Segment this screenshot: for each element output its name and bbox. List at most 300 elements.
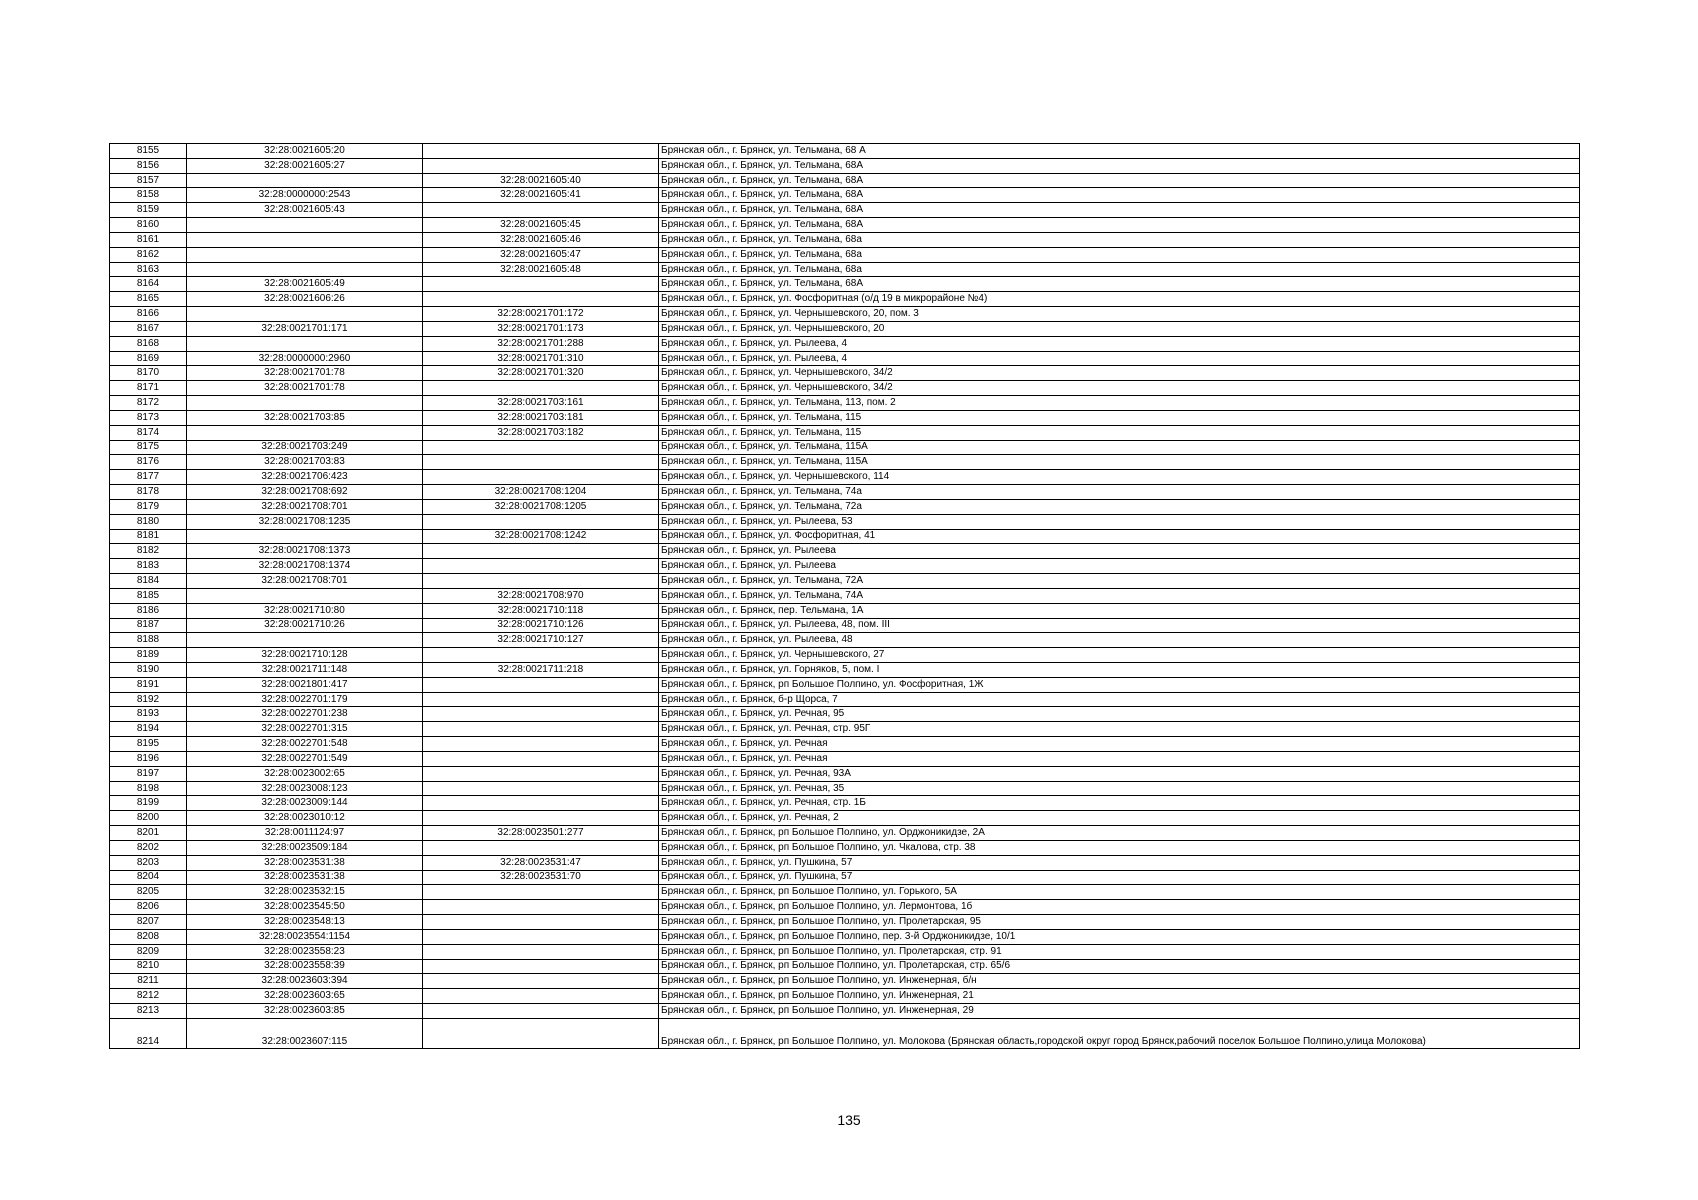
related-cadastral-number-cell: 32:28:0021703:161 — [423, 396, 659, 411]
cadastral-number-cell: 32:28:0000000:2960 — [187, 351, 423, 366]
address-cell: Брянская обл., г. Брянск, ул. Речная, 95 — [659, 707, 1580, 722]
address-cell: Брянская обл., г. Брянск, ул. Рылеева — [659, 559, 1580, 574]
cadastral-table — [109, 143, 1580, 1049]
address-cell: Брянская обл., г. Брянск, рп Большое Полпино, ул. Инженерная, 29 — [659, 1004, 1580, 1019]
table-row — [110, 307, 1580, 322]
cadastral-number-cell: 32:28:0021703:83 — [187, 455, 423, 470]
row-number-cell: 8182 — [110, 544, 187, 559]
row-number-cell: 8169 — [110, 351, 187, 366]
related-cadastral-number-cell — [423, 692, 659, 707]
table-row — [110, 1018, 1580, 1048]
table-row — [110, 944, 1580, 959]
row-number-cell: 8178 — [110, 485, 187, 500]
address-cell: Брянская обл., г. Брянск, ул. Рылеева, 4 — [659, 351, 1580, 366]
row-number-cell: 8211 — [110, 974, 187, 989]
cadastral-table-body — [110, 144, 1580, 1049]
cadastral-number-cell: 32:28:0023558:23 — [187, 944, 423, 959]
address-cell: Брянская обл., г. Брянск, рп Большое Полпино, ул. Орджоникидзе, 2А — [659, 826, 1580, 841]
row-number-cell: 8179 — [110, 499, 187, 514]
address-cell: Брянская обл., г. Брянск, ул. Тельмана, 68А — [659, 218, 1580, 233]
address-cell: Брянская обл., г. Брянск, ул. Рылеева, 48, пом. III — [659, 618, 1580, 633]
related-cadastral-number-cell: 32:28:0021708:970 — [423, 588, 659, 603]
row-number-cell: 8180 — [110, 514, 187, 529]
table-row — [110, 870, 1580, 885]
table-row — [110, 900, 1580, 915]
related-cadastral-number-cell — [423, 885, 659, 900]
table-row — [110, 915, 1580, 930]
table-row — [110, 262, 1580, 277]
row-number-cell: 8203 — [110, 855, 187, 870]
row-number-cell: 8208 — [110, 929, 187, 944]
related-cadastral-number-cell: 32:28:0021710:118 — [423, 603, 659, 618]
cadastral-number-cell: 32:28:0021708:692 — [187, 485, 423, 500]
cadastral-number-cell: 32:28:0021711:148 — [187, 662, 423, 677]
address-cell: Брянская обл., г. Брянск, ул. Тельмана, 115 — [659, 425, 1580, 440]
related-cadastral-number-cell — [423, 707, 659, 722]
table-row — [110, 173, 1580, 188]
row-number-cell: 8156 — [110, 158, 187, 173]
related-cadastral-number-cell: 32:28:0021708:1205 — [423, 499, 659, 514]
table-row — [110, 529, 1580, 544]
row-number-cell: 8161 — [110, 232, 187, 247]
cadastral-number-cell — [187, 247, 423, 262]
row-number-cell: 8173 — [110, 410, 187, 425]
table-row — [110, 677, 1580, 692]
row-number-cell: 8170 — [110, 366, 187, 381]
table-row — [110, 989, 1580, 1004]
address-cell: Брянская обл., г. Брянск, ул. Фосфоритная, 41 — [659, 529, 1580, 544]
table-row — [110, 544, 1580, 559]
related-cadastral-number-cell — [423, 470, 659, 485]
address-cell: Брянская обл., г. Брянск, ул. Тельмана, 68а — [659, 247, 1580, 262]
cadastral-number-cell: 32:28:0011124:97 — [187, 826, 423, 841]
address-cell: Брянская обл., г. Брянск, б-р Щорса, 7 — [659, 692, 1580, 707]
row-number-cell: 8213 — [110, 1004, 187, 1019]
address-cell: Брянская обл., г. Брянск, ул. Тельмана, 68А — [659, 173, 1580, 188]
row-number-cell: 8201 — [110, 826, 187, 841]
related-cadastral-number-cell: 32:28:0021703:181 — [423, 410, 659, 425]
cadastral-number-cell — [187, 262, 423, 277]
cadastral-number-cell: 32:28:0021710:80 — [187, 603, 423, 618]
cadastral-number-cell: 32:28:0021701:78 — [187, 381, 423, 396]
related-cadastral-number-cell: 32:28:0021708:1204 — [423, 485, 659, 500]
row-number-cell: 8162 — [110, 247, 187, 262]
table-row — [110, 826, 1580, 841]
cadastral-number-cell: 32:28:0021708:701 — [187, 574, 423, 589]
row-number-cell: 8184 — [110, 574, 187, 589]
cadastral-number-cell: 32:28:0023607:115 — [187, 1018, 423, 1048]
row-number-cell: 8206 — [110, 900, 187, 915]
row-number-cell: 8174 — [110, 425, 187, 440]
table-row — [110, 277, 1580, 292]
related-cadastral-number-cell: 32:28:0023531:70 — [423, 870, 659, 885]
address-cell: Брянская обл., г. Брянск, ул. Чернышевского, 27 — [659, 648, 1580, 663]
cadastral-number-cell: 32:28:0021605:43 — [187, 203, 423, 218]
row-number-cell: 8209 — [110, 944, 187, 959]
page-number: 135 — [837, 1112, 861, 1128]
cadastral-number-cell: 32:28:0023545:50 — [187, 900, 423, 915]
related-cadastral-number-cell — [423, 959, 659, 974]
cadastral-number-cell: 32:28:0023009:144 — [187, 796, 423, 811]
address-cell: Брянская обл., г. Брянск, ул. Пушкина, 57 — [659, 870, 1580, 885]
row-number-cell: 8214 — [110, 1018, 187, 1048]
table-row — [110, 796, 1580, 811]
related-cadastral-number-cell — [423, 381, 659, 396]
related-cadastral-number-cell: 32:28:0021605:46 — [423, 232, 659, 247]
cadastral-number-cell: 32:28:0022701:238 — [187, 707, 423, 722]
address-cell: Брянская обл., г. Брянск, ул. Речная, стр. 95Г — [659, 722, 1580, 737]
address-cell: Брянская обл., г. Брянск, рп Большое Полпино, ул. Лермонтова, 1б — [659, 900, 1580, 915]
table-row — [110, 840, 1580, 855]
address-cell: Брянская обл., г. Брянск, рп Большое Полпино, ул. Инженерная, б/н — [659, 974, 1580, 989]
address-cell: Брянская обл., г. Брянск, ул. Тельмана, 68А — [659, 203, 1580, 218]
related-cadastral-number-cell: 32:28:0021605:40 — [423, 173, 659, 188]
address-cell: Брянская обл., г. Брянск, ул. Чернышевского, 34/2 — [659, 381, 1580, 396]
cadastral-number-cell: 32:28:0022701:315 — [187, 722, 423, 737]
table-row — [110, 144, 1580, 159]
row-number-cell: 8193 — [110, 707, 187, 722]
table-row — [110, 751, 1580, 766]
related-cadastral-number-cell: 32:28:0021710:126 — [423, 618, 659, 633]
cadastral-number-cell: 32:28:0023558:39 — [187, 959, 423, 974]
related-cadastral-number-cell — [423, 455, 659, 470]
row-number-cell: 8167 — [110, 321, 187, 336]
address-cell: Брянская обл., г. Брянск, рп Большое Полпино, ул. Пролетарская, стр. 65/6 — [659, 959, 1580, 974]
cadastral-number-cell — [187, 396, 423, 411]
related-cadastral-number-cell — [423, 989, 659, 1004]
table-row — [110, 929, 1580, 944]
related-cadastral-number-cell — [423, 944, 659, 959]
row-number-cell: 8200 — [110, 811, 187, 826]
row-number-cell: 8185 — [110, 588, 187, 603]
cadastral-number-cell: 32:28:0023002:65 — [187, 766, 423, 781]
related-cadastral-number-cell: 32:28:0021701:173 — [423, 321, 659, 336]
address-cell: Брянская обл., г. Брянск, ул. Речная, 35 — [659, 781, 1580, 796]
row-number-cell: 8168 — [110, 336, 187, 351]
table-row — [110, 662, 1580, 677]
cadastral-number-cell: 32:28:0023010:12 — [187, 811, 423, 826]
table-row — [110, 396, 1580, 411]
address-cell: Брянская обл., г. Брянск, ул. Речная, 2 — [659, 811, 1580, 826]
row-number-cell: 8163 — [110, 262, 187, 277]
cadastral-number-cell: 32:28:0021708:1235 — [187, 514, 423, 529]
row-number-cell: 8157 — [110, 173, 187, 188]
related-cadastral-number-cell — [423, 796, 659, 811]
table-row — [110, 885, 1580, 900]
table-row — [110, 766, 1580, 781]
table-row — [110, 588, 1580, 603]
address-cell: Брянская обл., г. Брянск, ул. Тельмана, 74а — [659, 485, 1580, 500]
cadastral-number-cell — [187, 173, 423, 188]
row-number-cell: 8192 — [110, 692, 187, 707]
cadastral-number-cell: 32:28:0023603:65 — [187, 989, 423, 1004]
table-row — [110, 203, 1580, 218]
row-number-cell: 8204 — [110, 870, 187, 885]
related-cadastral-number-cell: 32:28:0021711:218 — [423, 662, 659, 677]
table-row — [110, 247, 1580, 262]
address-cell: Брянская обл., г. Брянск, рп Большое Полпино, ул. Горького, 5А — [659, 885, 1580, 900]
address-cell: Брянская обл., г. Брянск, ул. Рылеева — [659, 544, 1580, 559]
cadastral-number-cell — [187, 588, 423, 603]
cadastral-number-cell: 32:28:0000000:2543 — [187, 188, 423, 203]
cadastral-number-cell: 32:28:0021706:423 — [187, 470, 423, 485]
address-cell: Брянская обл., г. Брянск, ул. Чернышевского, 20, пом. 3 — [659, 307, 1580, 322]
row-number-cell: 8195 — [110, 737, 187, 752]
related-cadastral-number-cell: 32:28:0021605:45 — [423, 218, 659, 233]
table-row — [110, 470, 1580, 485]
row-number-cell: 8165 — [110, 292, 187, 307]
cadastral-number-cell: 32:28:0022701:549 — [187, 751, 423, 766]
cadastral-number-cell — [187, 633, 423, 648]
table-row — [110, 499, 1580, 514]
address-cell: Брянская обл., г. Брянск, ул. Чернышевского, 34/2 — [659, 366, 1580, 381]
table-row — [110, 974, 1580, 989]
address-cell: Брянская обл., г. Брянск, ул. Тельмана, 115 — [659, 410, 1580, 425]
related-cadastral-number-cell — [423, 900, 659, 915]
cadastral-number-cell: 32:28:0021703:249 — [187, 440, 423, 455]
cadastral-number-cell: 32:28:0023008:123 — [187, 781, 423, 796]
related-cadastral-number-cell: 32:28:0023501:277 — [423, 826, 659, 841]
cadastral-number-cell: 32:28:0021710:26 — [187, 618, 423, 633]
related-cadastral-number-cell: 32:28:0021605:48 — [423, 262, 659, 277]
address-cell: Брянская обл., г. Брянск, ул. Тельмана, 68а — [659, 232, 1580, 247]
address-cell: Брянская обл., г. Брянск, ул. Тельмана, 68А — [659, 158, 1580, 173]
table-row — [110, 292, 1580, 307]
cadastral-number-cell: 32:28:0022701:548 — [187, 737, 423, 752]
related-cadastral-number-cell — [423, 648, 659, 663]
cadastral-number-cell: 32:28:0021606:26 — [187, 292, 423, 307]
related-cadastral-number-cell — [423, 440, 659, 455]
table-row — [110, 485, 1580, 500]
row-number-cell: 8166 — [110, 307, 187, 322]
table-row — [110, 855, 1580, 870]
cadastral-number-cell: 32:28:0021605:20 — [187, 144, 423, 159]
cadastral-number-cell: 32:28:0021703:85 — [187, 410, 423, 425]
cadastral-number-cell: 32:28:0023531:38 — [187, 870, 423, 885]
related-cadastral-number-cell: 32:28:0021703:182 — [423, 425, 659, 440]
address-cell: Брянская обл., г. Брянск, ул. Тельмана, 115А — [659, 455, 1580, 470]
table-row — [110, 603, 1580, 618]
row-number-cell: 8212 — [110, 989, 187, 1004]
related-cadastral-number-cell: 32:28:0021701:288 — [423, 336, 659, 351]
row-number-cell: 8198 — [110, 781, 187, 796]
row-number-cell: 8190 — [110, 662, 187, 677]
cadastral-number-cell — [187, 529, 423, 544]
address-cell: Брянская обл., г. Брянск, ул. Речная, 93А — [659, 766, 1580, 781]
address-cell: Брянская обл., г. Брянск, ул. Тельмана, 72А — [659, 574, 1580, 589]
address-cell: Брянская обл., г. Брянск, ул. Чернышевского, 114 — [659, 470, 1580, 485]
row-number-cell: 8172 — [110, 396, 187, 411]
row-number-cell: 8164 — [110, 277, 187, 292]
cadastral-number-cell: 32:28:0021605:49 — [187, 277, 423, 292]
table-row — [110, 514, 1580, 529]
row-number-cell: 8187 — [110, 618, 187, 633]
address-cell: Брянская обл., г. Брянск, ул. Тельмана, 68А — [659, 188, 1580, 203]
related-cadastral-number-cell — [423, 781, 659, 796]
related-cadastral-number-cell — [423, 737, 659, 752]
cadastral-number-cell — [187, 218, 423, 233]
cadastral-number-cell: 32:28:0021708:701 — [187, 499, 423, 514]
row-number-cell: 8207 — [110, 915, 187, 930]
related-cadastral-number-cell — [423, 1004, 659, 1019]
related-cadastral-number-cell — [423, 203, 659, 218]
related-cadastral-number-cell: 32:28:0021708:1242 — [423, 529, 659, 544]
related-cadastral-number-cell — [423, 677, 659, 692]
table-row — [110, 381, 1580, 396]
row-number-cell: 8186 — [110, 603, 187, 618]
address-cell: Брянская обл., г. Брянск, рп Большое Полпино, ул. Пролетарская, 95 — [659, 915, 1580, 930]
cadastral-number-cell: 32:28:0023603:85 — [187, 1004, 423, 1019]
table-row — [110, 633, 1580, 648]
cadastral-number-cell: 32:28:0021605:27 — [187, 158, 423, 173]
cadastral-number-cell: 32:28:0023532:15 — [187, 885, 423, 900]
table-row — [110, 648, 1580, 663]
row-number-cell: 8171 — [110, 381, 187, 396]
table-row — [110, 351, 1580, 366]
related-cadastral-number-cell — [423, 722, 659, 737]
cadastral-number-cell: 32:28:0021708:1373 — [187, 544, 423, 559]
table-row — [110, 440, 1580, 455]
address-cell: Брянская обл., г. Брянск, ул. Тельмана, 74А — [659, 588, 1580, 603]
address-cell: Брянская обл., г. Брянск, ул. Рылеева, 48 — [659, 633, 1580, 648]
cadastral-number-cell: 32:28:0023554:1154 — [187, 929, 423, 944]
cadastral-number-cell: 32:28:0022701:179 — [187, 692, 423, 707]
cadastral-number-cell: 32:28:0023548:13 — [187, 915, 423, 930]
table-row — [110, 781, 1580, 796]
row-number-cell: 8196 — [110, 751, 187, 766]
table-row — [110, 425, 1580, 440]
related-cadastral-number-cell — [423, 574, 659, 589]
related-cadastral-number-cell: 32:28:0021701:320 — [423, 366, 659, 381]
cadastral-number-cell — [187, 307, 423, 322]
row-number-cell: 8191 — [110, 677, 187, 692]
address-cell: Брянская обл., г. Брянск, ул. Рылеева, 53 — [659, 514, 1580, 529]
related-cadastral-number-cell: 32:28:0021710:127 — [423, 633, 659, 648]
address-cell: Брянская обл., г. Брянск, ул. Речная — [659, 737, 1580, 752]
address-cell: Брянская обл., г. Брянск, ул. Тельмана, 72а — [659, 499, 1580, 514]
related-cadastral-number-cell — [423, 559, 659, 574]
related-cadastral-number-cell — [423, 158, 659, 173]
row-number-cell: 8197 — [110, 766, 187, 781]
address-cell: Брянская обл., г. Брянск, рп Большое Полпино, ул. Пролетарская, стр. 91 — [659, 944, 1580, 959]
cadastral-number-cell: 32:28:0021701:171 — [187, 321, 423, 336]
cadastral-number-cell: 32:28:0023509:184 — [187, 840, 423, 855]
related-cadastral-number-cell — [423, 292, 659, 307]
row-number-cell: 8159 — [110, 203, 187, 218]
table-row — [110, 366, 1580, 381]
related-cadastral-number-cell — [423, 144, 659, 159]
address-cell: Брянская обл., г. Брянск, ул. Тельмана, 113, пом. 2 — [659, 396, 1580, 411]
row-number-cell: 8176 — [110, 455, 187, 470]
table-row — [110, 158, 1580, 173]
row-number-cell: 8199 — [110, 796, 187, 811]
address-cell: Брянская обл., г. Брянск, рп Большое Полпино, ул. Молокова (Брянская область,городской округ город Брянск,рабочий поселок Большое Полпино,улица Молокова) — [659, 1018, 1580, 1048]
table-row — [110, 811, 1580, 826]
row-number-cell: 8155 — [110, 144, 187, 159]
row-number-cell: 8177 — [110, 470, 187, 485]
address-cell: Брянская обл., г. Брянск, ул. Чернышевского, 20 — [659, 321, 1580, 336]
table-row — [110, 692, 1580, 707]
related-cadastral-number-cell — [423, 544, 659, 559]
table-row — [110, 707, 1580, 722]
cadastral-number-cell — [187, 232, 423, 247]
table-row — [110, 336, 1580, 351]
row-number-cell: 8160 — [110, 218, 187, 233]
cadastral-number-cell: 32:28:0021801:417 — [187, 677, 423, 692]
cadastral-number-cell — [187, 425, 423, 440]
cadastral-number-cell: 32:28:0021701:78 — [187, 366, 423, 381]
row-number-cell: 8158 — [110, 188, 187, 203]
address-cell: Брянская обл., г. Брянск, ул. Речная, стр. 1Б — [659, 796, 1580, 811]
related-cadastral-number-cell — [423, 1018, 659, 1048]
related-cadastral-number-cell — [423, 514, 659, 529]
address-cell: Брянская обл., г. Брянск, ул. Тельмана, 115А — [659, 440, 1580, 455]
related-cadastral-number-cell — [423, 277, 659, 292]
table-row — [110, 410, 1580, 425]
cadastral-number-cell: 32:28:0021708:1374 — [187, 559, 423, 574]
table-row — [110, 959, 1580, 974]
related-cadastral-number-cell — [423, 915, 659, 930]
row-number-cell: 8188 — [110, 633, 187, 648]
related-cadastral-number-cell — [423, 840, 659, 855]
address-cell: Брянская обл., г. Брянск, рп Большое Полпино, пер. 3-й Орджоникидзе, 10/1 — [659, 929, 1580, 944]
related-cadastral-number-cell — [423, 974, 659, 989]
address-cell: Брянская обл., г. Брянск, рп Большое Полпино, ул. Фосфоритная, 1Ж — [659, 677, 1580, 692]
address-cell: Брянская обл., г. Брянск, ул. Тельмана, 68 А — [659, 144, 1580, 159]
address-cell: Брянская обл., г. Брянск, рп Большое Полпино, ул. Чкалова, стр. 38 — [659, 840, 1580, 855]
address-cell: Брянская обл., г. Брянск, пер. Тельмана, 1А — [659, 603, 1580, 618]
table-row — [110, 321, 1580, 336]
address-cell: Брянская обл., г. Брянск, ул. Тельмана, 68а — [659, 262, 1580, 277]
table-row — [110, 618, 1580, 633]
table-row — [110, 722, 1580, 737]
address-cell: Брянская обл., г. Брянск, ул. Горняков, 5, пом. I — [659, 662, 1580, 677]
row-number-cell: 8181 — [110, 529, 187, 544]
row-number-cell: 8205 — [110, 885, 187, 900]
row-number-cell: 8202 — [110, 840, 187, 855]
cadastral-number-cell: 32:28:0023603:394 — [187, 974, 423, 989]
table-row — [110, 574, 1580, 589]
related-cadastral-number-cell — [423, 766, 659, 781]
related-cadastral-number-cell: 32:28:0021605:47 — [423, 247, 659, 262]
table-row — [110, 232, 1580, 247]
row-number-cell: 8210 — [110, 959, 187, 974]
table-row — [110, 455, 1580, 470]
related-cadastral-number-cell: 32:28:0021605:41 — [423, 188, 659, 203]
row-number-cell: 8194 — [110, 722, 187, 737]
related-cadastral-number-cell: 32:28:0023531:47 — [423, 855, 659, 870]
address-cell: Брянская обл., г. Брянск, ул. Речная — [659, 751, 1580, 766]
cadastral-number-cell — [187, 336, 423, 351]
related-cadastral-number-cell — [423, 929, 659, 944]
address-cell: Брянская обл., г. Брянск, ул. Пушкина, 57 — [659, 855, 1580, 870]
table-row — [110, 737, 1580, 752]
row-number-cell: 8189 — [110, 648, 187, 663]
table-row — [110, 218, 1580, 233]
related-cadastral-number-cell: 32:28:0021701:310 — [423, 351, 659, 366]
table-row — [110, 1004, 1580, 1019]
address-cell: Брянская обл., г. Брянск, ул. Тельмана, 68А — [659, 277, 1580, 292]
table-row — [110, 188, 1580, 203]
address-cell: Брянская обл., г. Брянск, ул. Рылеева, 4 — [659, 336, 1580, 351]
address-cell: Брянская обл., г. Брянск, ул. Фосфоритная (о/д 19 в микрорайоне №4) — [659, 292, 1580, 307]
related-cadastral-number-cell — [423, 751, 659, 766]
cadastral-number-cell: 32:28:0023531:38 — [187, 855, 423, 870]
row-number-cell: 8183 — [110, 559, 187, 574]
cadastral-number-cell: 32:28:0021710:128 — [187, 648, 423, 663]
related-cadastral-number-cell — [423, 811, 659, 826]
address-cell: Брянская обл., г. Брянск, рп Большое Полпино, ул. Инженерная, 21 — [659, 989, 1580, 1004]
